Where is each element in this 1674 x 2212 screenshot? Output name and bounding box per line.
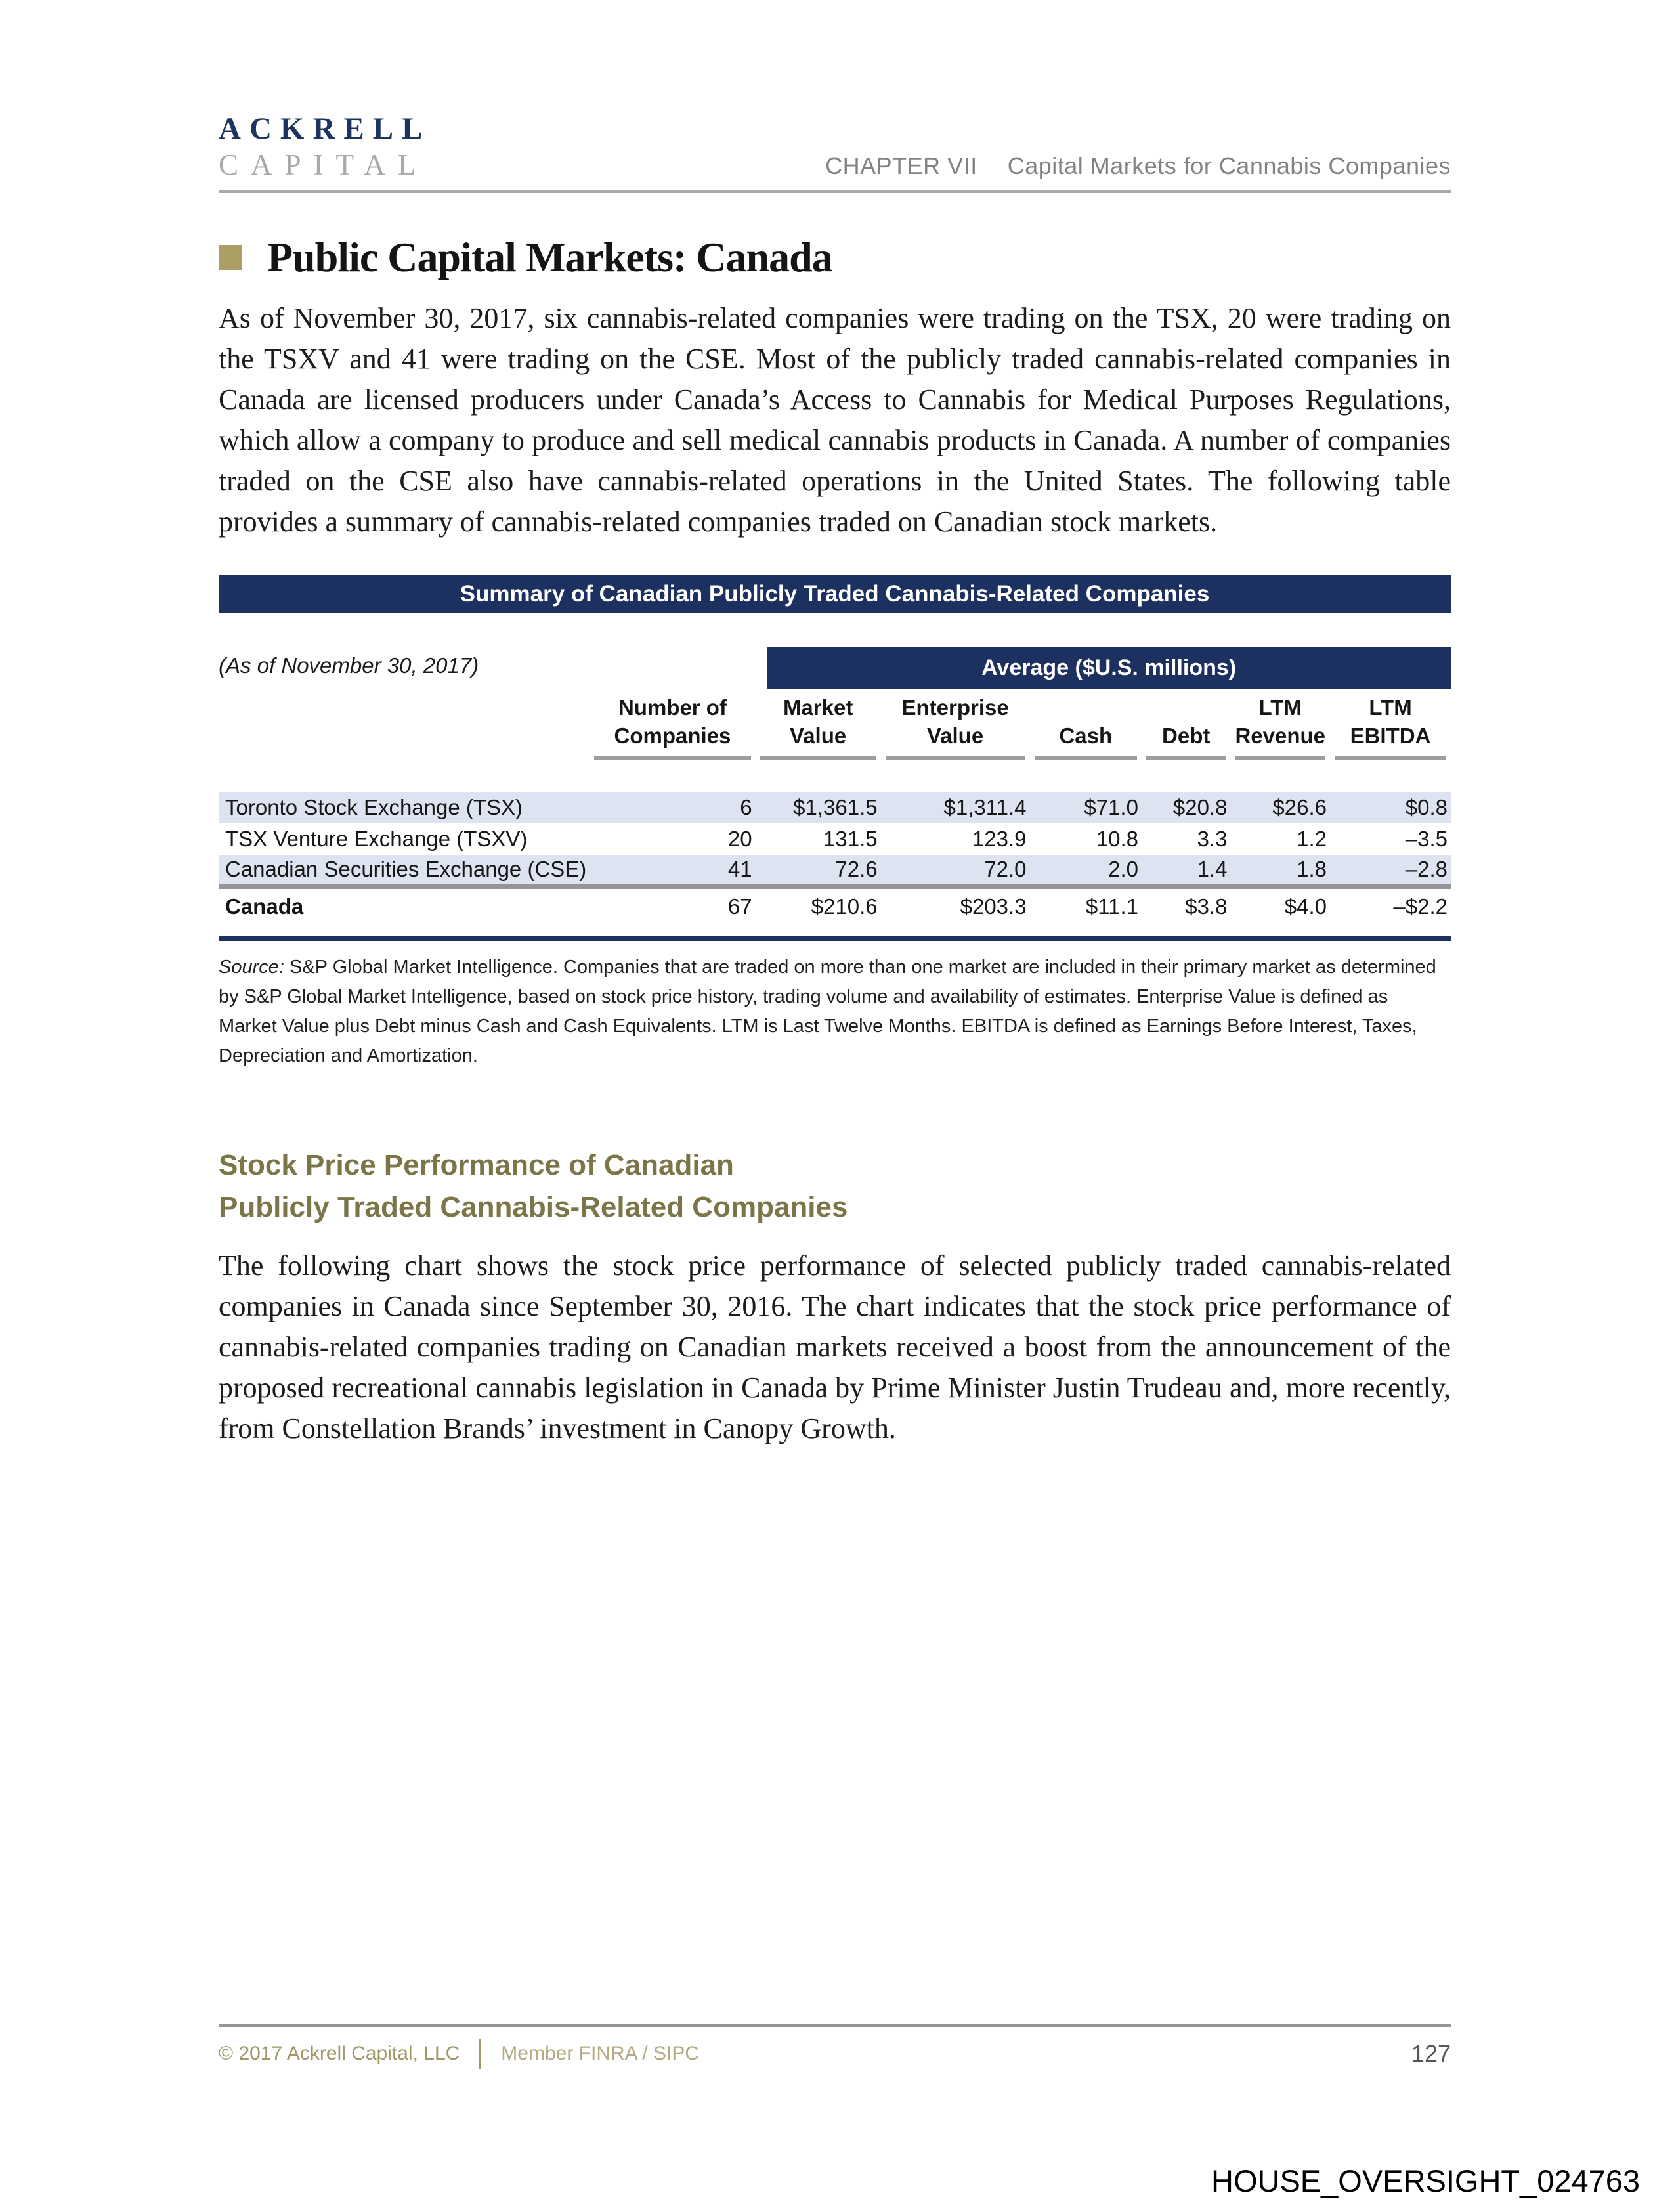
col-header-ltm-ebitda: LTM EBITDA (1330, 694, 1451, 760)
chapter-header (825, 152, 1451, 183)
column-header-row (219, 694, 1451, 760)
member-finra-sipc-text: Member FINRA / SIPC (501, 2043, 700, 2064)
logo-line-ackrell: ACKRELL (219, 112, 431, 146)
col-header-ltm-revenue: LTM Revenue (1230, 694, 1330, 760)
col-header-market-value: Market Value (756, 694, 881, 760)
subsection-heading (219, 1144, 1451, 1228)
ackrell-capital-logo (219, 110, 431, 183)
footer-divider (479, 2039, 481, 2069)
footer-left (219, 2039, 699, 2069)
logo-line-capital: CAPITAL (219, 148, 429, 181)
table-title: Summary of Canadian Publicly Traded Cannabis-Related Companies (219, 575, 1451, 613)
table-row-cse: Canadian Securities Exchange (CSE) 41 72.6 72.0 2.0 1.4 1.8 –2.8 (219, 855, 1451, 886)
source-label: Source: (219, 957, 284, 978)
summary-table-section (219, 575, 1451, 1071)
performance-paragraph: The following chart shows the stock price performance of selected publicly traded cannabis-related companies in Canada since September 30, 2016. The chart indicates that the stock price performance of cannabis-related companies trading on Canadian markets received a boost from the announcement of the proposed recreational cannabis legislation in Canada by Prime Minister Justin Trudeau and, more recently, from Constellation Brands’ investment in Canopy Growth. (219, 1249, 1451, 1444)
col-header-enterprise-value: Enterprise Value (881, 694, 1030, 760)
summary-table (219, 694, 1451, 941)
subsection-heading-line1: Stock Price Performance of Canadian (219, 1149, 734, 1181)
col-header-cash: Cash (1030, 694, 1142, 760)
table-subheader-row (219, 647, 1451, 689)
page-number: 127 (1411, 2040, 1451, 2067)
square-bullet-icon (219, 245, 242, 270)
as-of-date: (As of November 30, 2017) (219, 653, 479, 678)
subsection-heading-line2: Publicly Traded Cannabis-Related Companies (219, 1191, 848, 1223)
spacer-row (219, 760, 1451, 792)
source-note (219, 953, 1451, 1071)
table-row-tsxv: TSX Venture Exchange (TSXV) 20 131.5 123.9 10.8 3.3 1.2 –3.5 (225, 827, 1448, 851)
page-content (219, 0, 1451, 1449)
source-text: S&P Global Market Intelligence. Companies that are traded on more than one market are included in their primary market as determined by S&P Global Market Intelligence, based on stock price history, trading volume and availability of estimates. Enterprise Value is defined as Market Value plus Debt minus Cash and Cash Equivalents. LTM is Last Twelve Months. EBITDA is defined as Earnings Before Interest, Taxes, Depreciation and Amortization. (219, 957, 1436, 1066)
copyright-text: © 2017 Ackrell Capital, LLC (219, 2043, 460, 2064)
section-title-row (219, 231, 1451, 284)
col-header-companies: Number of Companies (590, 694, 755, 760)
page-header (219, 110, 1451, 193)
intro-paragraph: As of November 30, 2017, six cannabis-related companies were trading on the TSX, 20 were trading on the TSXV and 41 were trading on the CSE. Most of the publicly traded cannabis-related companies in Canada are licensed producers under Canada’s Access to Cannabis for Medical Purposes Regulations, which allow a company to produce and sell medical cannabis products in Canada. A number of companies traded on the CSE also have cannabis-related operations in the United States. The following table provides a summary of cannabis-related companies traded on Canadian stock markets. (219, 302, 1451, 538)
table-row-tsx: Toronto Stock Exchange (TSX) 6 $1,361.5 $1,311.4 $71.0 $20.8 $26.6 $0.8 (219, 792, 1451, 823)
bates-stamp: HOUSE_OVERSIGHT_024763 (1211, 2163, 1641, 2198)
table-row-canada-total: Canada 67 $210.6 $203.3 $11.1 $3.8 $4.0 –$2.2 (219, 886, 1451, 939)
chapter-number: CHAPTER VII (825, 152, 977, 179)
label-column-header (219, 694, 590, 760)
average-group-header: Average ($U.S. millions) (767, 647, 1451, 689)
page-footer (219, 2024, 1451, 2069)
col-header-debt: Debt (1142, 694, 1230, 760)
page-title: Public Capital Markets: Canada (267, 234, 832, 280)
chapter-title: Capital Markets for Cannabis Companies (1007, 152, 1451, 179)
